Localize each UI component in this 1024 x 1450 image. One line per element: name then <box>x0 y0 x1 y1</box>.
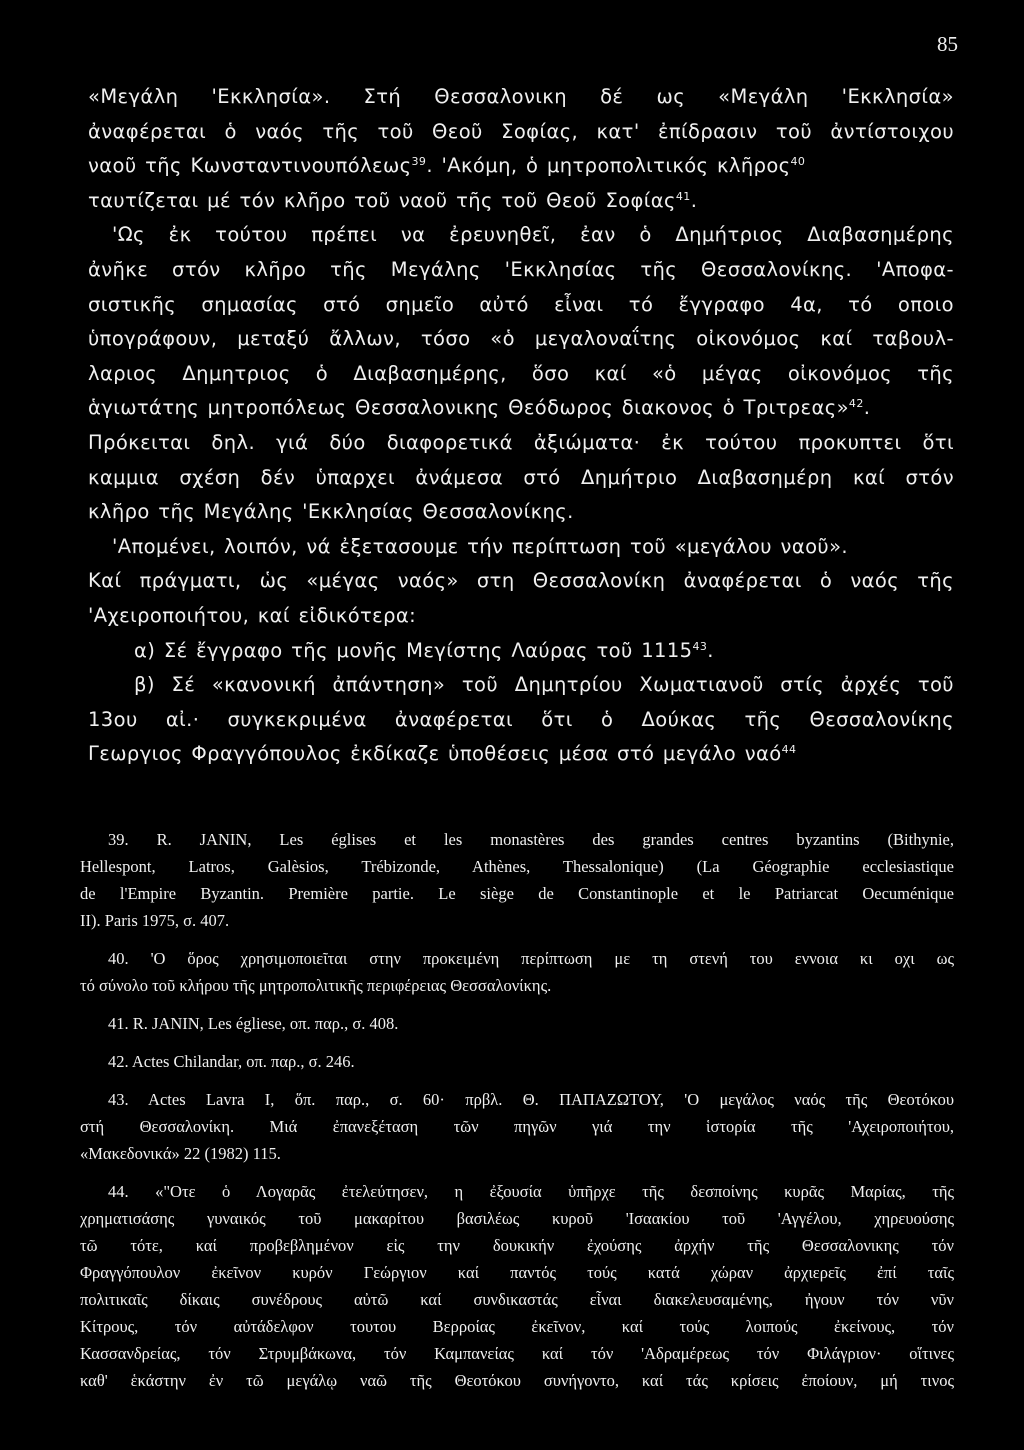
text-line: ἁγιωτάτης μητροπόλεως Θεσσαλονικης Θεόδωρος διακονος ὁ Τριτρεας»$^{42}$. <box>88 396 871 420</box>
text-line: ταυτίζεται μέ τόν κλῆρο τοῦ ναοῦ τῆς τοῦ Θεοῦ Σοφίας$^{41}$. <box>88 188 698 212</box>
text-line: ναοῦ τῆς Κωνσταντινουπόλεως$^{39}$. 'Ακόμη, ὁ μητροπολιτικός κλῆρος$^{40}$ <box>88 154 806 178</box>
text-line: ἀνῆκε στόν κλῆρο τῆς Μεγάλης 'Εκκλησίας τῆς Θεσσαλονίκης. 'Αποφα- <box>88 257 954 281</box>
text-line: σιστικῆς σημασίας στό σημεῖο αὐτό εἶναι τό ἔγγραφο 4α, τό οποιο <box>88 292 954 316</box>
footnote-42: 42. Actes Chilandar, οπ. παρ., σ. 246. <box>108 1052 355 1071</box>
text-line: Καί πράγματι, ὡς «μέγας ναός» στη Θεσσαλονίκη ἀναφέρεται ὁ ναός τῆς <box>88 569 954 593</box>
text-line: 'Απομένει, λοιπόν, νά ἐξετασουμε τήν περίπτωση τοῦ «μεγάλου ναοῦ». <box>112 534 849 558</box>
text-line: 'Αχειροποιήτου, καί εἰδικότερα: <box>88 603 417 627</box>
text-line: 13ου αἰ.· συγκεκριμένα ἀναφέρεται ὅτι ὁ Δούκας τῆς Θεσσαλονίκης <box>88 707 954 731</box>
text-line: β) Σέ «κανονική ἀπάντηση» τοῦ Δημητρίου Χωματιανοῦ στίς ἀρχές τοῦ <box>134 673 954 697</box>
text-line: Γεωργιος Φραγγόπουλος ἐκδίκαζε ὑποθέσεις μέσα στό μεγάλο ναό$^{44}$ <box>88 742 797 766</box>
footnote-43: 43. Actes Lavra I, ὅπ. παρ., σ. 60· πρβλ. Θ. ΠΑΠΑΖΩΤΟΥ, 'Ο μεγάλος ναός τῆς Θεοτόκου στή Θεσσαλονίκη. Μιά ἐπανεξέταση τῶν πηγῶν γιά την ἱστορία τῆς 'Αχειροποιήτου, «Μακεδονικά» 22 (1982) 115. <box>80 1090 954 1163</box>
text-line: α) Σέ ἔγγραφο τῆς μονῆς Μεγίστης Λαύρας τοῦ 1115$^{43}$. <box>134 638 714 662</box>
footnote-40: 40. 'Ο ὅρος χρησιμοποιεῖται στην προκειμένη περίπτωση με τη στενή του εννοια κι οχι ως τό σύνολο τοῦ κλήρου τῆς μητροπολιτικῆς περιφέρειας Θεσσαλονίκης. <box>80 949 954 995</box>
footnote-ref: 41 <box>675 189 691 203</box>
page-number: 85 <box>937 32 958 56</box>
text-line: καμμια σχέση δέν ὑπαρχει ἀνάμεσα στό Δημήτριο Διαβασημέρη καί στόν <box>88 465 954 489</box>
text-line: Πρόκειται δηλ. γιά δύο διαφορετικά ἀξιώματα· ἐκ τούτου προκυπτει ὅτι <box>88 430 954 454</box>
footnote-41: 41. R. JANIN, Les égliese, οπ. παρ., σ. 408. <box>108 1014 399 1033</box>
main-text <box>88 80 954 772</box>
footnote-ref: 44 <box>781 743 797 757</box>
footnote-39: 39. R. JANIN, Les églises et les monastères des grandes centres byzantins (Bithynie, Hellespont, Latros, Galèsios, Trébizonde, Athènes, Thessalonique) (La Géographie ecclesiastique de l'Empire Byzantin. Première partie. Le siège de Constantinople et le Patriarcat Oecuménique II). Paris 1975, σ. 407. <box>80 830 954 930</box>
footnote-ref: 42 <box>848 397 864 411</box>
footnote-ref: 40 <box>790 155 806 169</box>
text-line: «Μεγάλη 'Εκκλησία». Στή Θεσσαλονικη δέ ως «Μεγάλη 'Εκκλησία» <box>88 85 954 108</box>
text-line: 'Ως ἐκ τούτου πρέπει να ἐρευνηθεῖ, ἐαν ὁ Δημήτριος Διαβασημέρης <box>112 223 954 247</box>
footnote-ref: 39 <box>411 155 427 169</box>
text-line: ὑπογράφουν, μεταξύ ἄλλων, τόσο «ὁ μεγαλοναΐτης οἰκονόμος καί ταβουλ- <box>88 327 954 351</box>
footnote-44: 44. «"Οτε ὁ Λογαρᾶς ἐτελεύτησεν, η ἐξουσία ὑπῆρχε τῆς δεσποίνης κυρᾶς Μαρίας, τῆς χρηματισάσης γυναικός τοῦ μακαρίτου βασιλέως κυροῦ 'Ισαακίου τοῦ 'Αγγέλου, χηρευούσης τῶ τότε, καί προβεβλημένον εἰς την δουκικήν ἐχούσης ἀρχήν τῆς Θεσσαλονικης τόν Φραγγόπουλον ἐκεῖνον κυρόν Γεώργιον καί παντός τούς κατά χώραν ἀρχιερεῖς ἐπί ταῖς πολιτικαῖς δίκαις συνέδρους αὐτῶ καί συνδικαστάς εἶναι διακελευσαμένης, ἠγουν τόν νῦν Κίτρους, τόν αὐτάδελφον τουτου Βερροίας ἐκεῖνον, καί τούς λοιπούς ἐκείνους, τόν Κασσανδρείας, τόν Στρυμβάκωνα, τόν Καμπανείας καί τόν 'Αδραμέρεως τόν Φιλάγριον· οἵτινες καθ' ἑκάστην ἐν τῶ μεγάλῳ ναῶ τῆς Θεοτόκου συνήγοντο, καί τάς κρίσεις ἐποίουν, μή τινος <box>80 1182 954 1390</box>
text-line: λαριος Δημητριος ὁ Διαβασημέρης, ὅσο καί «ὁ μέγας οἰκονόμος τῆς <box>88 361 954 385</box>
footnotes <box>80 826 954 1405</box>
footnote-ref: 43 <box>692 639 708 653</box>
text-line: ἀναφέρεται ὁ ναός τῆς τοῦ Θεοῦ Σοφίας, κατ' ἐπίδρασιν τοῦ ἀντίστοιχου <box>88 119 954 143</box>
text-line: κλῆρο τῆς Μεγάλης 'Εκκλησίας Θεσσαλονίκης. <box>88 500 574 524</box>
